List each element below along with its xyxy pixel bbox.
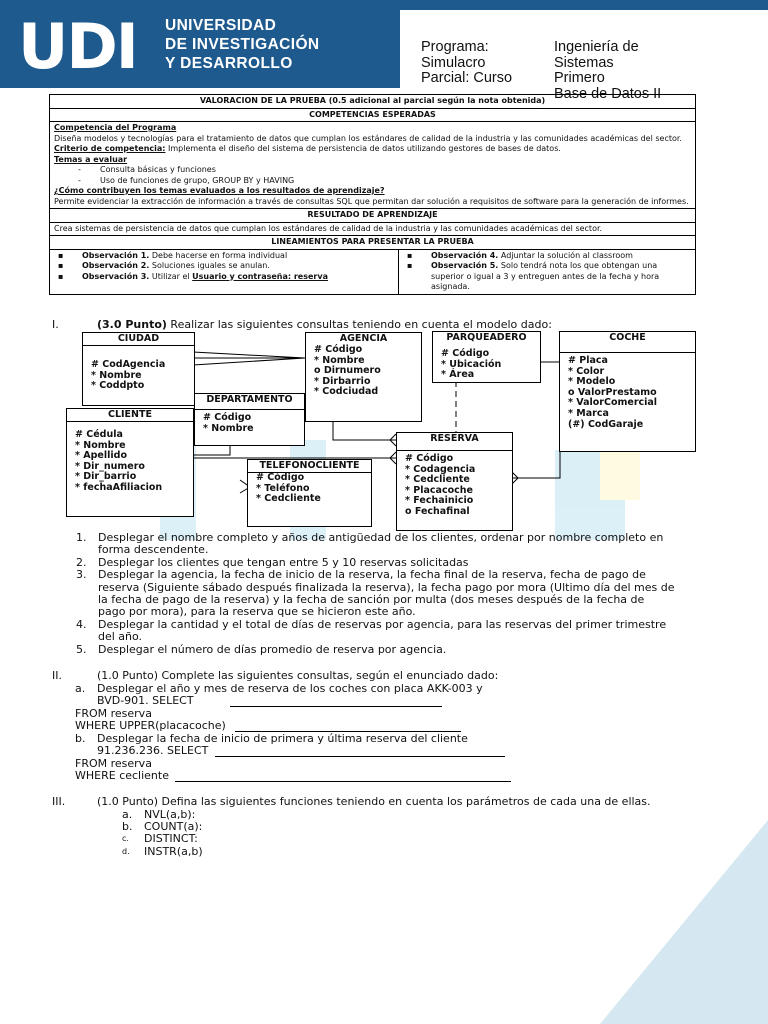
list-item: 4. Desplegar la cantidad y el total de días de reservas por agencia, para las reservas del primer trimestre del año. (76, 617, 667, 644)
list-item: 1. Desplegar el nombre completo y años de antigüedad de los clientes, ordenar por nombre completo en forma descendente. (76, 531, 664, 557)
entity-coche: COCHE # Placa * Color * Modelo o ValorPrestamo * ValorComercial * Marca (#) CodGaraje (559, 331, 696, 452)
list-item: ▪ Observación 4. Adjuntar la solución al classroom (403, 251, 691, 262)
competencias-header: COMPETENCIAS ESPERADAS (50, 108, 696, 122)
entity-ciudad: CIUDAD # CodAgencia * Nombre * Coddpto (82, 332, 195, 406)
list-item: ▪ Observación 3. Utilizar el Usuario y contraseña: reserva (54, 272, 394, 283)
resultado-header: RESULTADO DE APRENDIZAJE (50, 209, 696, 223)
entity-telefonocliente: TELEFONOCLIENTE # Código * Teléfono * Cedcliente (247, 459, 372, 527)
list-item: ▪ Observación 1. Debe hacerse en forma individual (54, 251, 394, 262)
lineamientos-header: LINEAMIENTOS PARA PRESENTAR LA PRUEBA (50, 236, 696, 250)
entity-agencia: AGENCIA # Código * Nombre o Dirnumero * Dirbarrio * Codciudad (305, 332, 422, 422)
list-item: ▪ Observación 2. Soluciones iguales se anulan. (54, 261, 394, 272)
list-item: ▪ Observación 5. Solo tendrá nota los que obtengan una superior o igual a 3 y entreguen antes de la fecha y hora asignada. (403, 261, 691, 293)
entity-reserva: RESERVA # Código * Codagencia * Cedcliente * Placacoche * Fechainicio o Fechafinal (396, 432, 513, 531)
answer-blank[interactable] (230, 706, 442, 707)
list-item: - Consulta básicas y funciones (54, 165, 691, 176)
section3: III. (1.0 Punto) Defina las siguientes funciones teniendo en cuenta los parámetros de cada una de ellas. a. NVL(a,b): b. COUNT(a): c. DISTINCT: d. INSTR(a,b) (52, 795, 651, 858)
entity-departamento: DEPARTAMENTO # Código * Nombre (194, 393, 305, 446)
entity-cliente: CLIENTE # Cédula * Nombre * Apellido * Dir_numero * Dir_barrio * fechaAfiliacion (66, 408, 194, 517)
resultado-text: Crea sistemas de persistencia de datos que cumplan los estándares de calidad de la industria y las comunidades académicas del sector. (50, 222, 696, 236)
list-item: 2. Desplegar los clientes que tengan entre 5 y 10 reservas solicitadas (76, 555, 469, 569)
section2: II. (1.0 Punto) Complete las siguientes consultas, según el enunciado dado: a. Desplegar el año y mes de reserva de los coches con placa AKK-003 y BVD-901. SELECT FROM reserva WHERE UPPER(placacoche) b. Desplegar la fecha de inicio de primera y última reserva del cliente 91.236.236. SELECT FROM reserva WHERE cecliente (52, 670, 712, 786)
header-meta-values: Ingeniería de Sistemas Primero Base de Datos II (554, 39, 662, 102)
university-name: UNIVERSIDAD DE INVESTIGACIÓN Y DESARROLLO (165, 17, 320, 72)
competencias-body: Competencia del Programa Diseña modelos y tecnologías para el tratamiento de datos que cumplan los estándares de calidad de la industria y las comunidades académicas del sector. Criterio de competencia: Implementa el diseño del sistema de persistencia de datos utilizando gestores de bases de datos. Temas a evaluar - Consulta básicas y funciones - Uso de funciones de grupo, GROUP BY y HAVING ¿Cómo contribuyen los temas evaluados a los resultados de aprendizaje? Permite evidenciar la extracción de información a través de consultas SQL que permitan dar solución a requisitos de software para la generación de informes. (50, 122, 696, 209)
section1-questions (76, 532, 698, 656)
answer-blank[interactable] (175, 781, 511, 782)
answer-blank[interactable] (215, 756, 505, 757)
list-item: 3. Desplegar la agencia, la fecha de inicio de la reserva, la fecha final de la reserva, fecha de pago de reserva (Siguiente sábado después finalizada la reserva), la fecha pago por mora (Ultimo día del mes de la fecha de pago de la reserva) y la fecha de sanción por multa (dos meses después de la fecha de pago por mora), para la reserva que se hicieron este año. (76, 568, 675, 619)
list-item: 5. Desplegar el número de días promedio de reserva por agencia. (76, 642, 447, 656)
header-meta-labels: Programa: Simulacro Parcial: Curso (421, 39, 513, 86)
list-item: - Uso de funciones de grupo, GROUP BY y HAVING (54, 176, 691, 187)
entity-parqueadero: PARQUEADERO # Código * Ubicación * Área (432, 331, 541, 383)
eval-title: VALORACION DE LA PRUEBA (0.5 adicional al parcial según la nota obtenida) (50, 95, 696, 109)
udi-logo: UDI (18, 10, 137, 83)
